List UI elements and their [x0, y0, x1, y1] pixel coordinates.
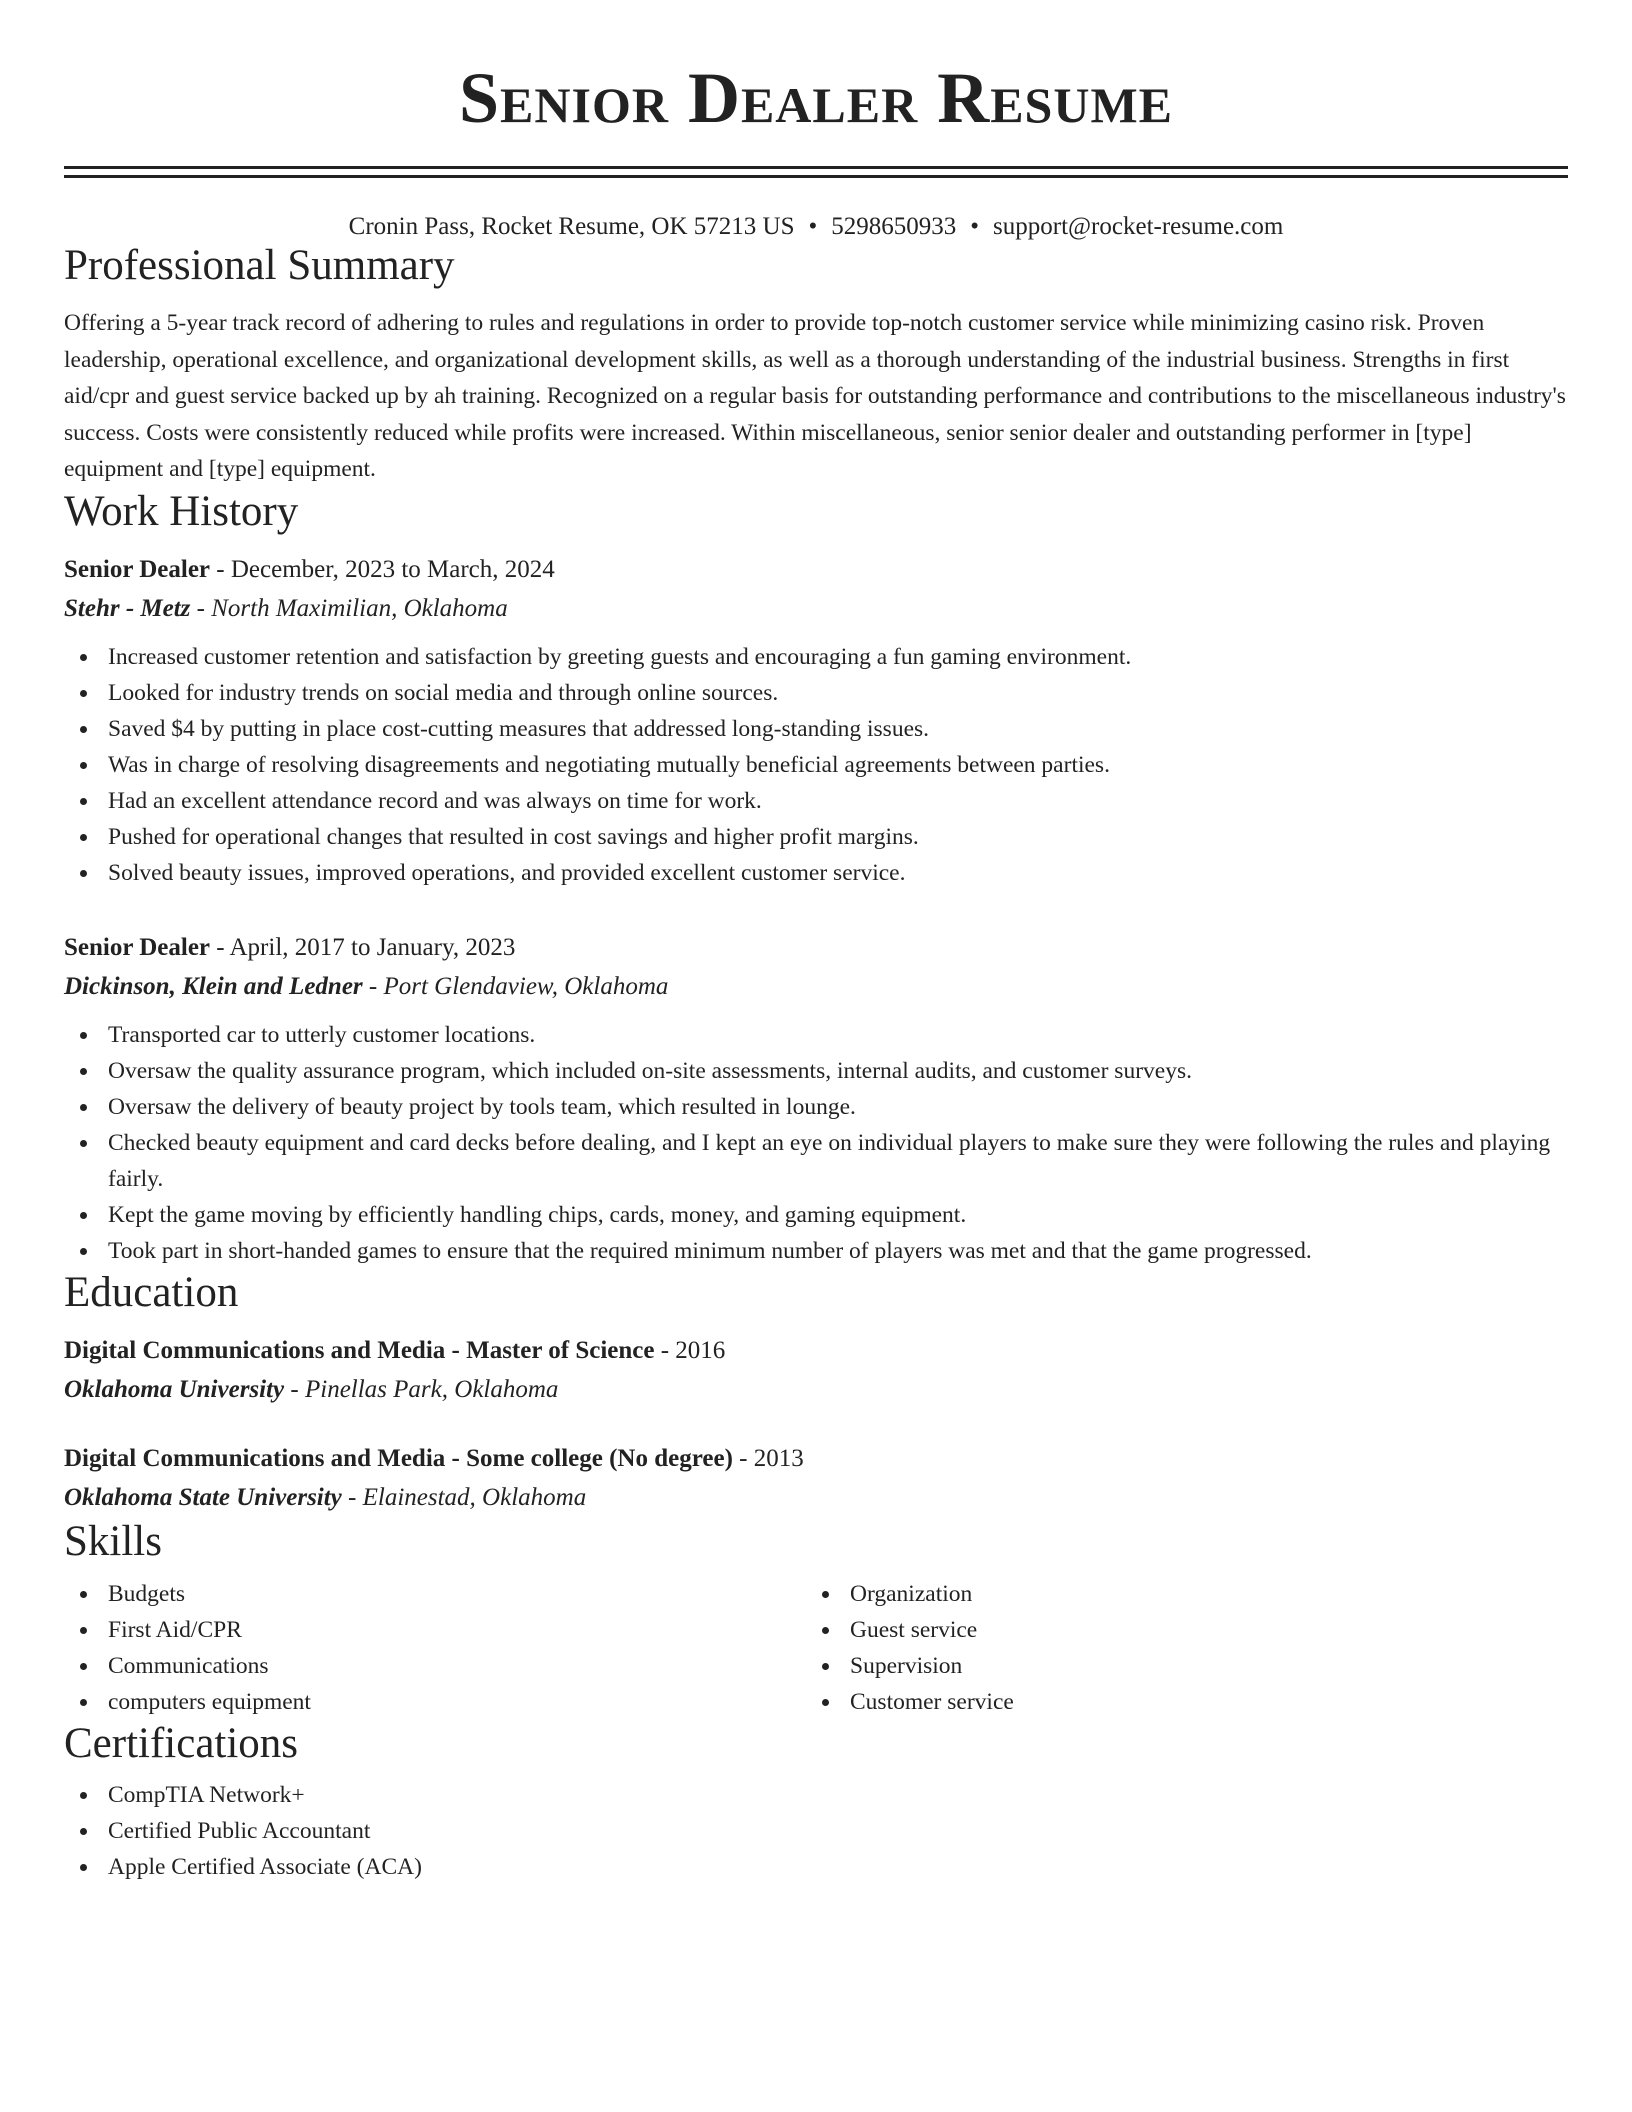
job-bullet: Checked beauty equipment and card decks before dealing, and I kept an eye on individual players to make sure they were following the rules and playing fairly. — [64, 1125, 1568, 1197]
education-school: Oklahoma State University — [64, 1484, 342, 1512]
job-bullets — [64, 1017, 1568, 1269]
education-year: - 2016 — [654, 1337, 726, 1365]
education-school: Oklahoma University — [64, 1376, 285, 1404]
education-school-line — [64, 1370, 1568, 1410]
work-history-heading: Work History — [64, 487, 299, 535]
job-bullet: Oversaw the quality assurance program, which included on-site assessments, internal audits, and customer surveys. — [64, 1053, 1568, 1089]
job-company-line — [64, 589, 1568, 629]
contact-address: Cronin Pass, Rocket Resume, OK 57213 US — [348, 213, 795, 240]
skill-item: Budgets — [64, 1576, 806, 1612]
contact-line — [64, 212, 1568, 242]
job-title: Senior Dealer — [64, 556, 211, 584]
skills-columns — [64, 1576, 1568, 1720]
job-title-line — [64, 551, 1568, 589]
job-bullet: Kept the game moving by efficiently handling chips, cards, money, and gaming equipment. — [64, 1197, 1568, 1233]
education-year: - 2013 — [732, 1445, 804, 1473]
skills-heading: Skills — [64, 1518, 162, 1566]
certification-item: CompTIA Network+ — [64, 1777, 1568, 1813]
resume-title: Senior Dealer Resume — [458, 58, 1174, 138]
skill-item: First Aid/CPR — [64, 1612, 806, 1648]
education-location: - Elainestad, Oklahoma — [341, 1484, 587, 1512]
contact-separator: • — [970, 213, 980, 240]
education-degree: Digital Communications and Media - Some college (No degree) — [64, 1445, 733, 1473]
job-bullet: Had an excellent attendance record and was always on time for work. — [64, 783, 1568, 819]
job-entry — [64, 551, 1568, 891]
job-company: Stehr - Metz — [64, 595, 191, 623]
skill-item: computers equipment — [64, 1684, 806, 1720]
education-entry — [64, 1440, 1568, 1518]
job-bullet: Increased customer retention and satisfaction by greeting guests and encouraging a fun gaming environment. — [64, 639, 1568, 675]
summary-text: Offering a 5-year track record of adhering to rules and regulations in order to provide top-notch customer service while minimizing casino risk. Proven leadership, operational excellence, and organizational development skills, as well as a thorough understanding of the industrial business. Strengths in first aid/cpr and guest service backed up by ah training. Recognized on a regular basis for outstanding performance and contributions to the miscellaneous industry's success. Costs were consistently reduced while profits were increased. Within miscellaneous, senior senior dealer and outstanding performer in [type] equipment and [type] equipment. — [64, 310, 1566, 483]
job-bullet: Was in charge of resolving disagreements and negotiating mutually beneficial agreements between parties. — [64, 747, 1568, 783]
job-bullet: Saved $4 by putting in place cost-cutting measures that addressed long-standing issues. — [64, 711, 1568, 747]
job-bullet: Transported car to utterly customer locations. — [64, 1017, 1568, 1053]
education-location: - Pinellas Park, Oklahoma — [284, 1376, 559, 1404]
contact-phone: 5298650933 — [831, 213, 957, 240]
certification-item: Certified Public Accountant — [64, 1813, 1568, 1849]
skill-item: Organization — [806, 1576, 1568, 1612]
contact-email: support@rocket-resume.com — [993, 213, 1284, 240]
skills-list — [64, 1576, 806, 1720]
job-dates: - December, 2023 to March, 2024 — [210, 556, 555, 584]
skill-item: Communications — [64, 1648, 806, 1684]
education-entry — [64, 1332, 1568, 1410]
job-location: - Port Glendaview, Oklahoma — [362, 973, 669, 1001]
education-heading: Education — [64, 1269, 239, 1317]
job-title: Senior Dealer — [64, 934, 211, 962]
skill-item: Customer service — [806, 1684, 1568, 1720]
job-bullet: Oversaw the delivery of beauty project by tools team, which resulted in lounge. — [64, 1089, 1568, 1125]
job-dates: - April, 2017 to January, 2023 — [210, 934, 516, 962]
skills-column-left — [64, 1576, 806, 1720]
education-degree: Digital Communications and Media - Master of Science — [64, 1337, 655, 1365]
job-company-line — [64, 967, 1568, 1007]
job-bullet: Solved beauty issues, improved operations, and provided excellent customer service. — [64, 855, 1568, 891]
job-bullet: Looked for industry trends on social media and through online sources. — [64, 675, 1568, 711]
skill-item: Guest service — [806, 1612, 1568, 1648]
contact-separator: • — [808, 213, 818, 240]
title-divider-thin — [64, 175, 1568, 178]
certifications-list — [64, 1777, 1568, 1885]
certification-item: Apple Certified Associate (ACA) — [64, 1849, 1568, 1885]
job-company: Dickinson, Klein and Ledner — [64, 973, 363, 1001]
job-bullet: Pushed for operational changes that resulted in cost savings and higher profit margins. — [64, 819, 1568, 855]
education-degree-line — [64, 1332, 1568, 1370]
job-location: - North Maximilian, Oklahoma — [190, 595, 508, 623]
skill-item: Supervision — [806, 1648, 1568, 1684]
education-school-line — [64, 1478, 1568, 1518]
education-degree-line — [64, 1440, 1568, 1478]
title-divider-thick — [64, 166, 1568, 169]
certifications-heading: Certifications — [64, 1719, 299, 1767]
skills-list — [806, 1576, 1568, 1720]
job-bullets — [64, 639, 1568, 891]
job-title-line — [64, 929, 1568, 967]
skills-column-right — [806, 1576, 1568, 1720]
job-bullet: Took part in short-handed games to ensure that the required minimum number of players was met and that the game progressed. — [64, 1233, 1568, 1269]
summary-heading: Professional Summary — [64, 242, 455, 289]
job-entry — [64, 929, 1568, 1269]
